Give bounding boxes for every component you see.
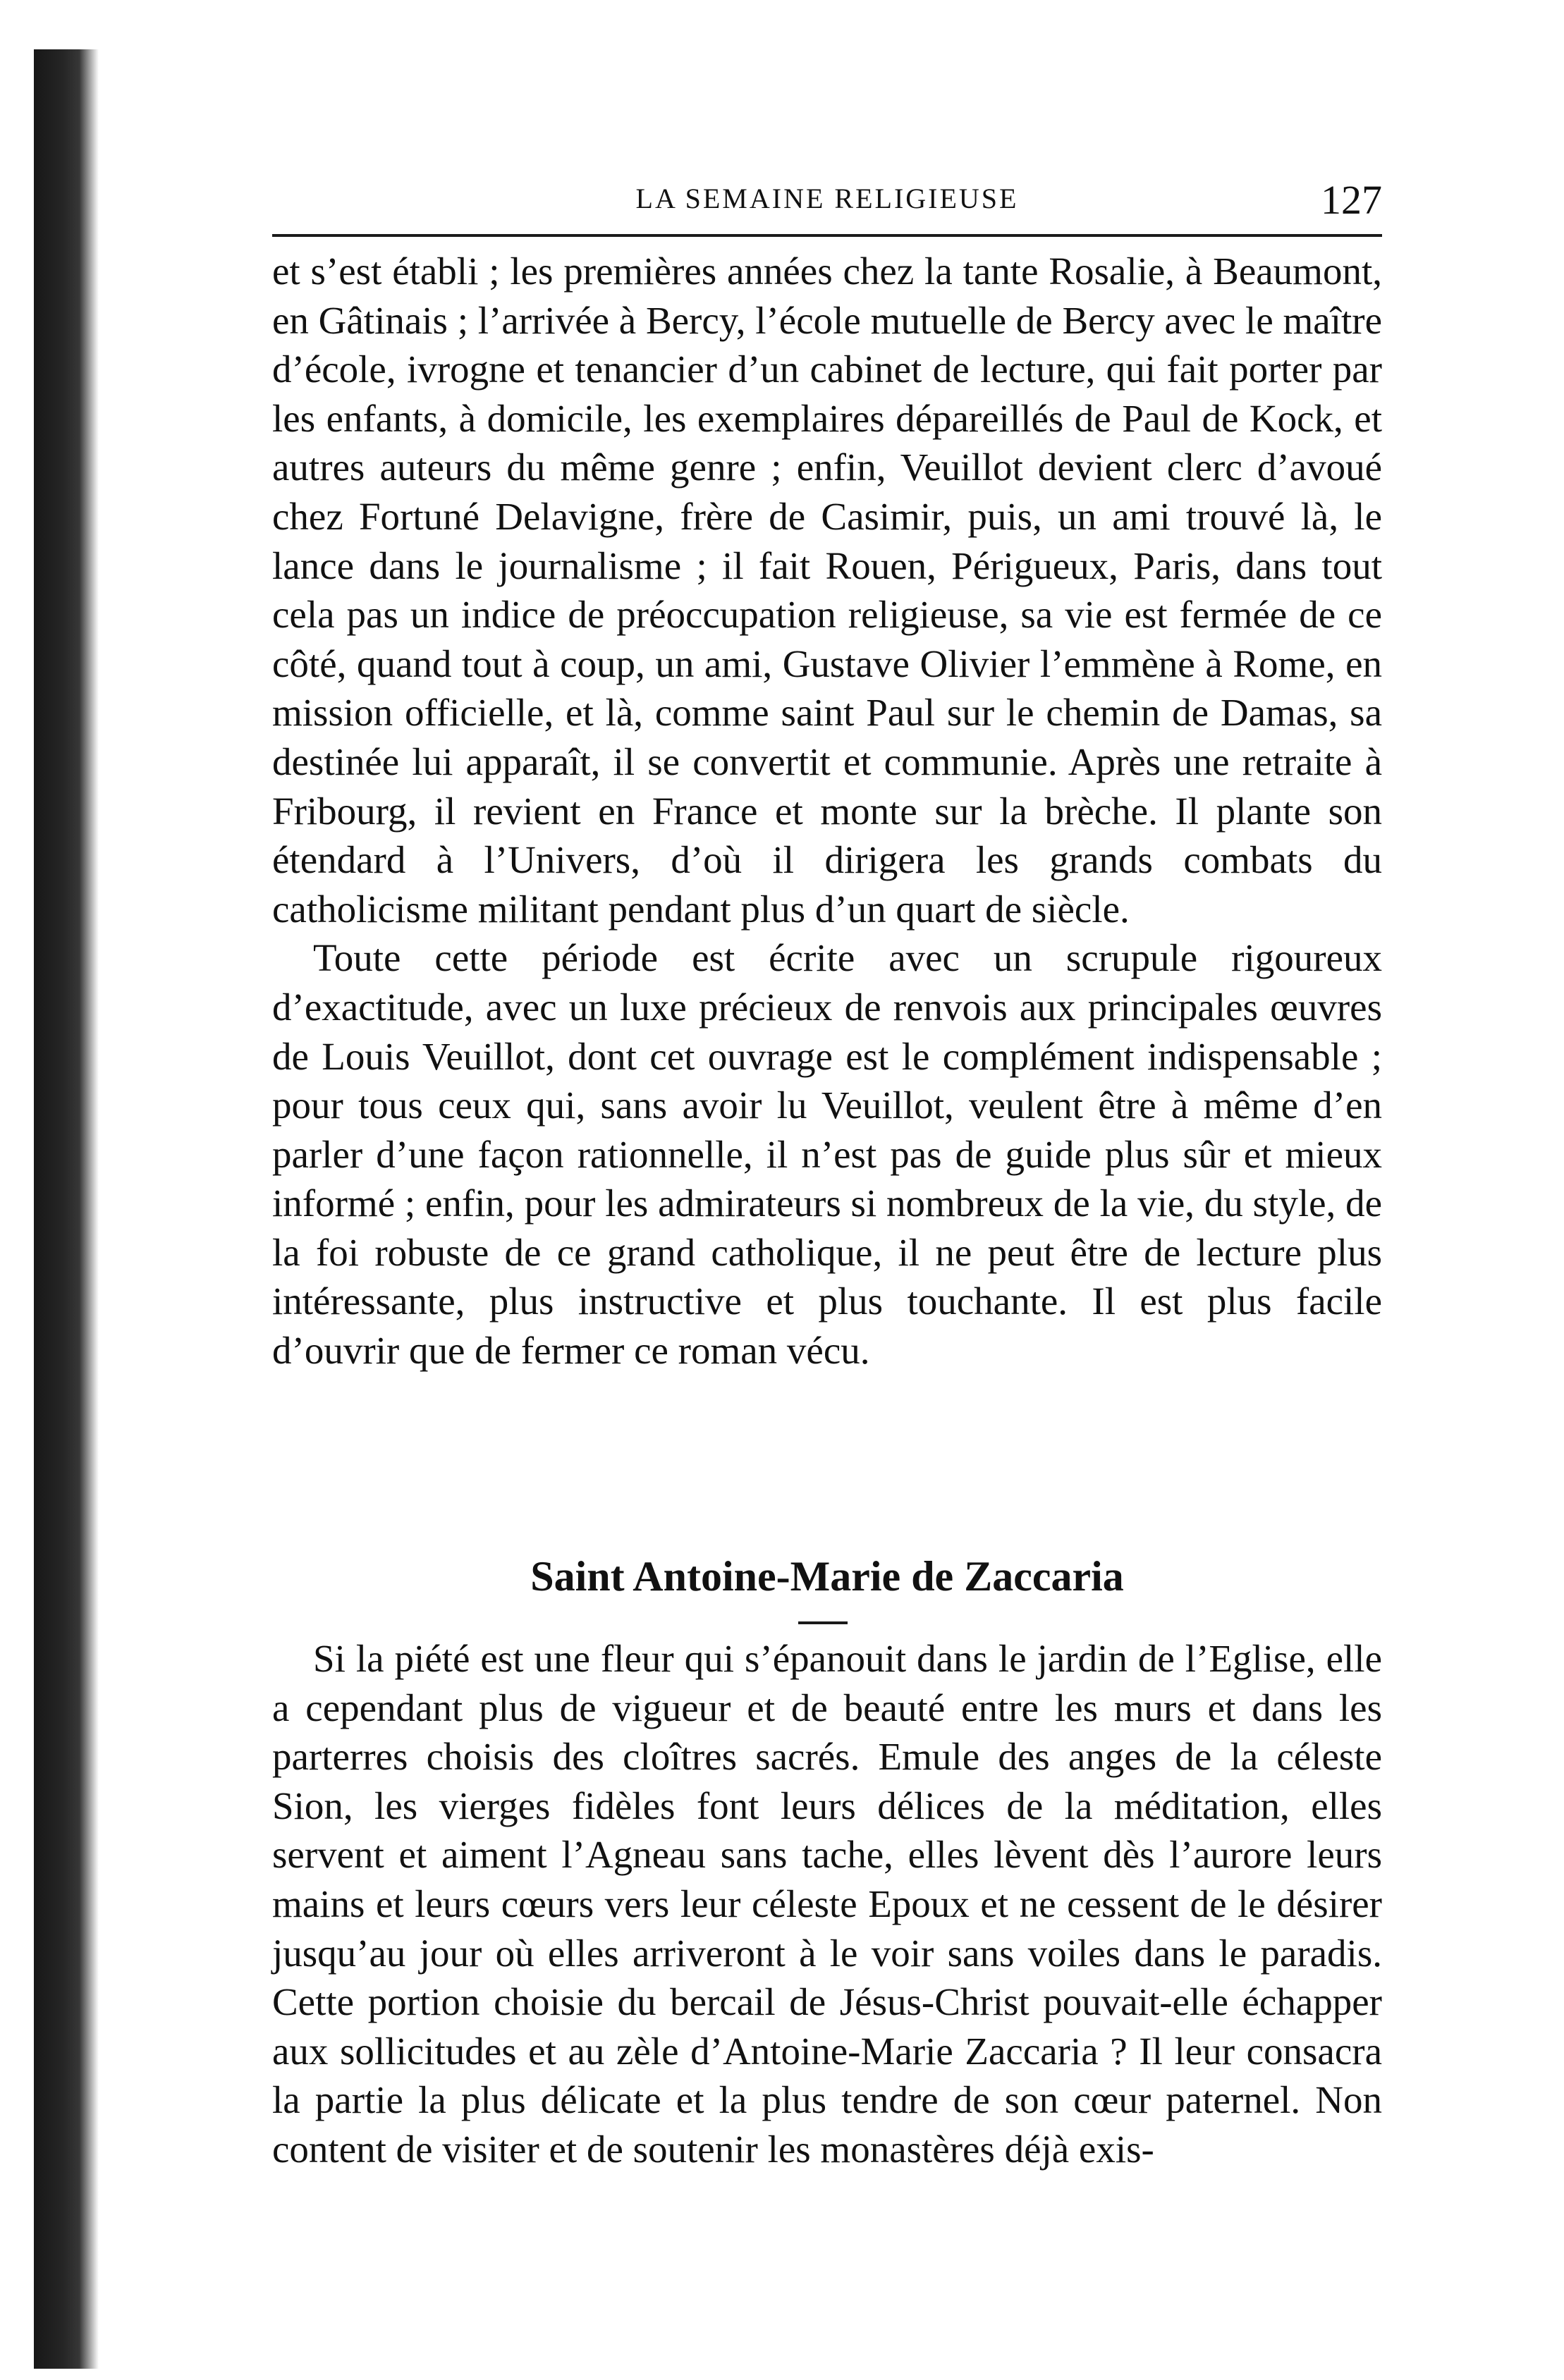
section-divider xyxy=(798,1621,848,1624)
section-body-text xyxy=(272,1634,1382,2174)
running-header-title: LA SEMAINE RELIGIEUSE xyxy=(635,183,1019,214)
section-paragraph: Si la piété est une fleur qui s’épanouit dans le jardin de l’Eglise, elle a cependant plus de vigueur et de beauté entre les murs et dans les parterres choisis des cloîtres sacrés. Emule des anges de la céleste Sion, les vierges fidèles font leurs délices de la méditation, elles servent et aiment l’Agneau sans tache, elles lèvent dès l’aurore leurs mains et leurs cœurs vers leur céleste Epoux et ne cessent de le désirer jusqu’au jour où elles arriveront à le voir sans voiles dans le paradis. Cette portion choisie du bercail de Jésus-Christ pouvait-elle échapper aux sollicitudes et au zèle d’Antoine-Marie Zaccaria ? Il leur consacra la partie la plus délicate et la plus tendre de son cœur paternel. Non content de visiter et de soutenir les monastères déjà exis- xyxy=(272,1637,1382,2171)
scanned-binding-edge xyxy=(34,49,99,2369)
header-rule xyxy=(272,234,1382,237)
running-header xyxy=(272,176,1382,233)
main-body-text xyxy=(272,247,1382,1375)
page-number: 127 xyxy=(1321,177,1382,223)
section-heading: Saint Antoine-Marie de Zaccaria xyxy=(530,1553,1124,1600)
paragraph-continuation: et s’est établi ; les premières années chez la tante Rosalie, à Beaumont, en Gâtinais ; l’arrivée à Bercy, l’école mutuelle de Bercy avec le maître d’école, ivrogne et tenancier d’un cabinet de lecture, qui fait porter par les enfants, à domicile, les exemplaires dépareillés de Paul de Kock, et autres auteurs du même genre ; enfin, Veuillot devient clerc d’avoué chez Fortuné Delavigne, frère de Casimir, puis, un ami trouvé là, le lance dans le journalisme ; il fait Rouen, Périgueux, Paris, dans tout cela pas un indice de préoccupation religieuse, sa vie est fermée de ce côté, quand tout à coup, un ami, Gustave Olivier l’emmène à Rome, en mission officielle, et là, comme saint Paul sur le chemin de Damas, sa destinée lui apparaît, il se convertit et communie. Après une retraite à Fribourg, il revient en France et monte sur la brèche. Il plante son étendard à l’Univers, d’où il dirigera les grands combats du catholicisme militant pendant plus d’un quart de siècle. xyxy=(272,250,1382,931)
paragraph-review: Toute cette période est écrite avec un scrupule rigoureux d’exactitude, avec un luxe précieux de renvois aux principales œuvres de Louis Veuillot, dont cet ouvrage est le complément indispensable ; pour tous ceux qui, sans avoir lu Veuillot, veulent être à même d’en parler d’une façon rationnelle, il n’est pas de guide plus sûr et mieux informé ; enfin, pour les admirateurs si nombreux de la vie, du style, de la foi robuste de ce grand catholique, il ne peut être de lecture plus intéressante, plus instructive et plus touchante. Il est plus facile d’ouvrir que de fermer ce roman vécu. xyxy=(272,936,1382,1373)
